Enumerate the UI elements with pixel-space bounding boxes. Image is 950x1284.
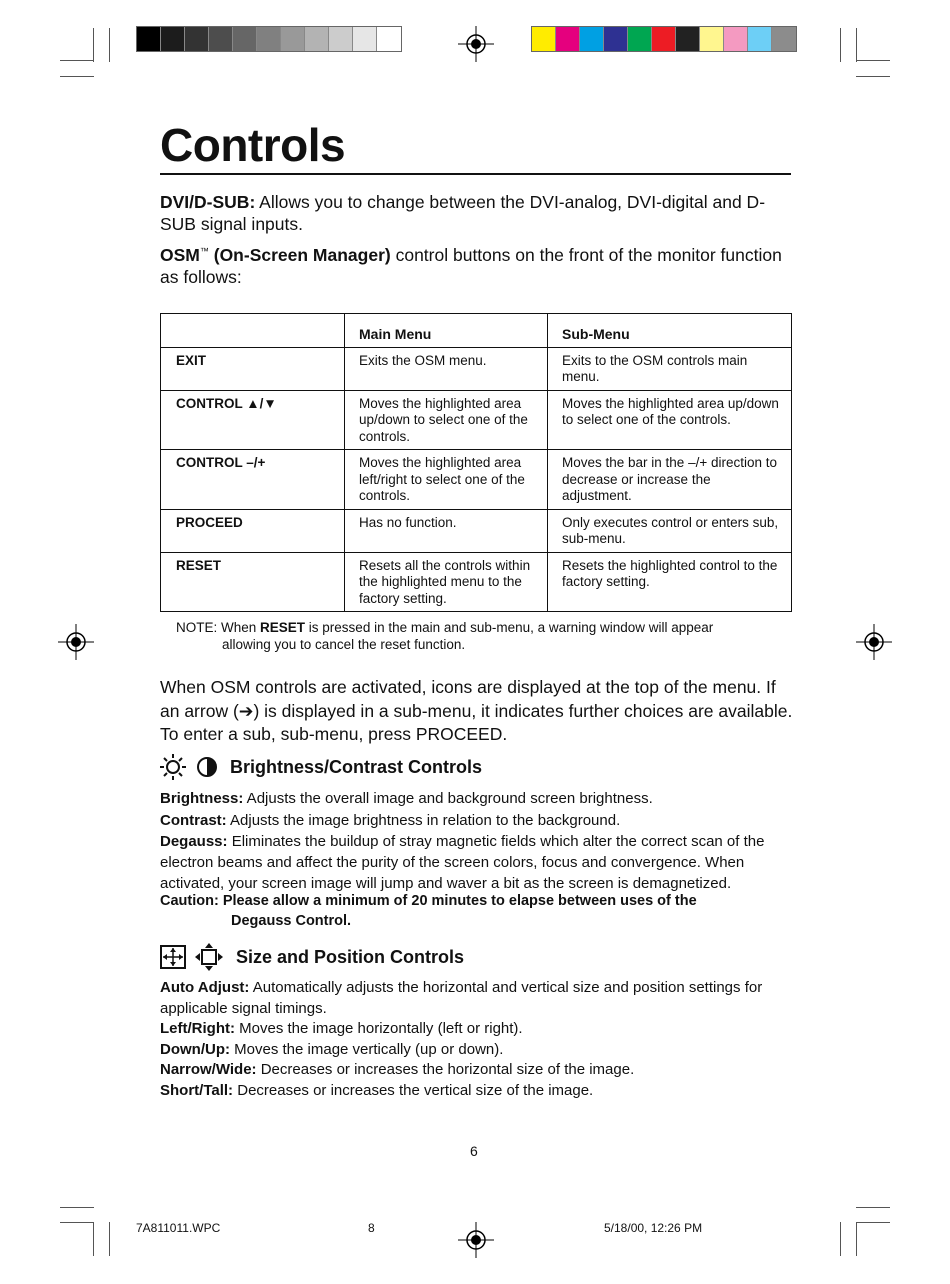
crop-mark	[856, 1222, 857, 1256]
size-section-heading	[160, 943, 464, 971]
item-text: Automatically adjusts the horizontal and vertical size and position settings for applicable signal timings.	[160, 979, 763, 1017]
note-line-1: is pressed in the main and sub-menu, a warning window will appear	[305, 620, 714, 635]
color-swatch	[185, 27, 209, 51]
main-menu-cell: Exits the OSM menu.	[345, 347, 548, 390]
table-header-cell	[161, 314, 345, 348]
main-menu-cell: Moves the highlighted area up/down to select one of the controls.	[345, 390, 548, 450]
color-swatch	[233, 27, 257, 51]
crop-mark	[856, 1222, 890, 1223]
table-row	[161, 450, 792, 510]
dvi-label: DVI/D-SUB:	[160, 192, 256, 212]
crop-mark	[856, 28, 857, 62]
color-swatch	[652, 27, 676, 51]
color-swatch	[604, 27, 628, 51]
item-label: Auto Adjust:	[160, 979, 250, 996]
main-menu-cell: Moves the highlighted area left/right to select one of the controls.	[345, 450, 548, 510]
down-up-item	[160, 1039, 800, 1060]
crop-mark	[856, 1207, 890, 1208]
trademark: ™	[199, 246, 209, 256]
note-prefix: NOTE: When	[176, 620, 261, 635]
item-text: Adjusts the overall image and background screen brightness.	[243, 790, 653, 807]
table-row	[161, 552, 792, 612]
registration-mark-icon	[458, 1222, 494, 1258]
color-swatch	[700, 27, 724, 51]
osm-label-2: (On-Screen Manager)	[208, 244, 391, 265]
color-swatch	[628, 27, 652, 51]
osm-paragraph	[160, 240, 800, 288]
control-name: PROCEED	[161, 509, 345, 552]
color-swatch	[257, 27, 281, 51]
crop-mark	[60, 1222, 94, 1223]
color-swatch	[161, 27, 185, 51]
size-icon	[160, 945, 186, 969]
item-text: Decreases or increases the horizontal size of the image.	[256, 1061, 635, 1078]
crop-mark	[109, 28, 110, 62]
item-text: Eliminates the buildup of stray magnetic fields which alter the correct scan of the electron beams and affect the purity of the screen colors, focus and convergence. When activated, your screen image will jump and waver a bit as the screen is demagnetized.	[160, 833, 765, 892]
auto-adjust-item	[160, 977, 800, 1019]
main-menu-cell: Resets all the controls within the highlighted menu to the factory setting.	[345, 552, 548, 612]
note-bold: RESET	[260, 620, 306, 635]
item-label: Contrast:	[160, 812, 227, 829]
brightness-item	[160, 788, 800, 809]
item-text: Decreases or increases the vertical size of the image.	[233, 1082, 594, 1099]
caution-line-1: Please allow a minimum of 20 minutes to elapse between uses of the	[218, 893, 697, 909]
left-right-item	[160, 1018, 800, 1039]
brightness-section-heading	[160, 754, 482, 780]
dvi-paragraph	[160, 191, 800, 235]
control-name: CONTROL ▲/▼	[161, 390, 345, 450]
table-row	[161, 509, 792, 552]
crop-mark	[109, 1222, 110, 1256]
color-swatch	[580, 27, 604, 51]
table-row	[161, 390, 792, 450]
table-row	[161, 347, 792, 390]
sub-menu-cell: Exits to the OSM controls main menu.	[548, 347, 792, 390]
short-tall-item	[160, 1080, 800, 1101]
contrast-item	[160, 810, 800, 831]
note-line-2: allowing you to cancel the reset function.	[222, 636, 466, 652]
crop-mark	[840, 28, 841, 62]
footer-filename: 7A811011.WPC	[136, 1221, 221, 1235]
color-swatch	[676, 27, 700, 51]
color-swatch	[748, 27, 772, 51]
osm-description: When OSM controls are activated, icons are displayed at the top of the menu. If an arrow (➔) is displayed in a sub-menu, it indicates further choices are available. To enter a sub, sub-menu, press PROCEED.	[160, 677, 793, 744]
item-text: Moves the image horizontally (left or right).	[234, 1020, 523, 1037]
dvi-text: Allows you to change between the DVI-analog, DVI-digital and D-SUB signal inputs.	[160, 192, 766, 234]
degauss-item	[160, 831, 800, 894]
narrow-wide-item	[160, 1059, 800, 1080]
item-text: Moves the image vertically (up or down).	[229, 1041, 504, 1058]
color-swatch	[305, 27, 329, 51]
sub-menu-cell: Moves the bar in the –/+ direction to decrease or increase the adjustment.	[548, 450, 792, 510]
page-title: Controls	[160, 119, 346, 171]
crop-mark	[93, 28, 94, 62]
caution-line-2: Degauss Control.	[231, 913, 352, 929]
degauss-caution	[160, 891, 800, 931]
table-header-row	[161, 314, 792, 348]
crop-mark	[856, 76, 890, 77]
contrast-icon	[196, 756, 218, 778]
item-text: Adjusts the image brightness in relation to the background.	[226, 812, 621, 829]
crop-mark	[60, 60, 94, 61]
control-name: RESET	[161, 552, 345, 612]
color-swatch-bar	[531, 26, 797, 52]
item-label: Brightness:	[160, 790, 244, 807]
main-menu-cell: Has no function.	[345, 509, 548, 552]
position-icon	[194, 943, 224, 971]
controls-table	[160, 313, 792, 612]
size-heading-text: Size and Position Controls	[236, 946, 465, 967]
crop-mark	[856, 60, 890, 61]
item-label: Degauss:	[160, 833, 228, 850]
page-number: 6	[470, 1143, 478, 1159]
sub-menu-cell: Resets the highlighted control to the factory setting.	[548, 552, 792, 612]
color-swatch	[281, 27, 305, 51]
registration-mark-icon	[458, 26, 494, 62]
footer-page: 8	[368, 1221, 375, 1235]
osm-text: control buttons on the front of the monitor function as follows:	[160, 244, 782, 287]
footer-date: 5/18/00, 12:26 PM	[604, 1221, 703, 1235]
color-swatch	[377, 27, 401, 51]
sub-menu-cell: Only executes control or enters sub, sub-menu.	[548, 509, 792, 552]
color-swatch	[353, 27, 377, 51]
color-swatch	[772, 27, 796, 51]
item-label: Narrow/Wide:	[160, 1061, 257, 1078]
sub-menu-cell: Moves the highlighted area up/down to select one of the controls.	[548, 390, 792, 450]
color-swatch	[556, 27, 580, 51]
osm-label: OSM	[160, 244, 200, 265]
title-rule	[160, 173, 791, 175]
registration-mark-icon	[58, 624, 94, 660]
color-swatch	[329, 27, 353, 51]
item-label: Short/Tall:	[160, 1082, 234, 1099]
color-swatch	[137, 27, 161, 51]
table-header-cell: Main Menu	[345, 314, 548, 348]
gray-swatch-bar	[136, 26, 402, 52]
table-header-cell: Sub-Menu	[548, 314, 792, 348]
item-label: Down/Up:	[160, 1041, 230, 1058]
crop-mark	[60, 1207, 94, 1208]
brightness-heading-text: Brightness/Contrast Controls	[230, 756, 483, 777]
sun-icon	[160, 754, 188, 780]
registration-mark-icon	[856, 624, 892, 660]
color-swatch	[724, 27, 748, 51]
control-name: CONTROL –/+	[161, 450, 345, 510]
color-swatch	[532, 27, 556, 51]
crop-mark	[60, 76, 94, 77]
crop-mark	[93, 1222, 94, 1256]
crop-mark	[840, 1222, 841, 1256]
reset-note	[176, 620, 786, 653]
color-swatch	[209, 27, 233, 51]
caution-label: Caution:	[160, 893, 219, 909]
control-name: EXIT	[161, 347, 345, 390]
item-label: Left/Right:	[160, 1020, 235, 1037]
